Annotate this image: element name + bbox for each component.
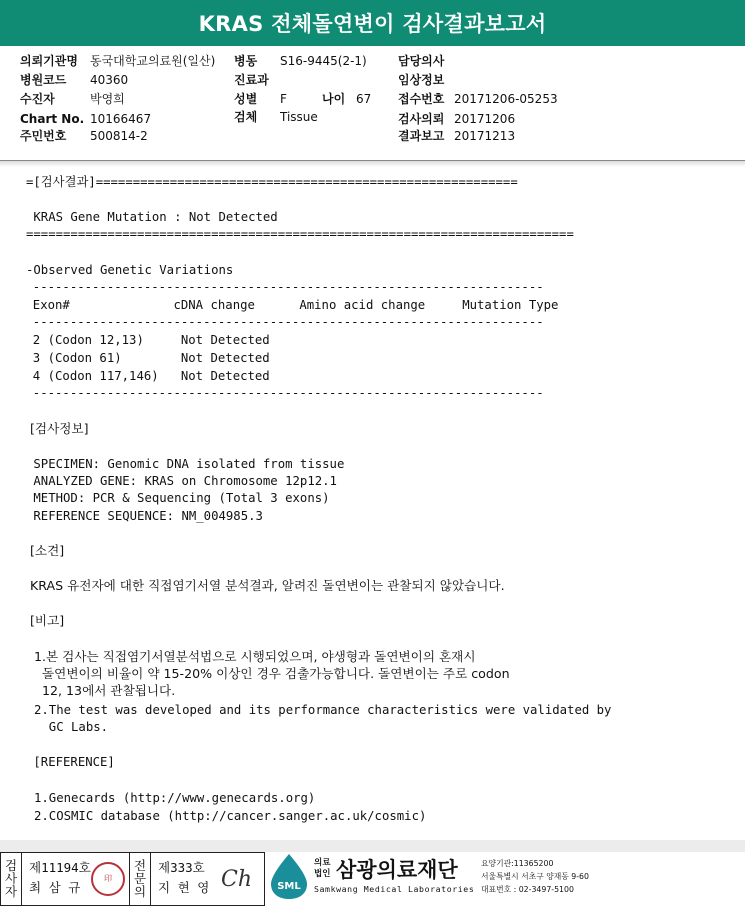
chart-number-label: Chart No. bbox=[20, 112, 85, 126]
tester-license: 제11194호 bbox=[29, 860, 91, 875]
tester-box bbox=[0, 852, 265, 906]
footer bbox=[0, 852, 745, 912]
report-title: KRAS 전체돌연변이 검사결과보고서 bbox=[0, 0, 745, 46]
sex-value: F bbox=[280, 92, 287, 106]
org-prefix-2: 법인 bbox=[314, 869, 331, 879]
reference-heading: [REFERENCE] bbox=[26, 755, 115, 769]
chart-number-value: 10166467 bbox=[90, 112, 152, 126]
org-prefix-1: 의료 bbox=[314, 858, 331, 868]
observed-variations-heading: -Observed Genetic Variations bbox=[26, 263, 234, 277]
tester-seal-icon: 印 bbox=[91, 862, 125, 896]
remark-1-line-2: 돌연변이의 비율이 약 15-20% 이상인 경우 검출가능합니다. 돌연변이는 주로 codon bbox=[34, 666, 510, 681]
institution-value: 동국대학교의료원(일산) bbox=[90, 54, 216, 68]
receipt-number-label: 접수번호 bbox=[398, 92, 445, 106]
specialist-license: 제333호 bbox=[158, 860, 205, 875]
request-date-label: 검사의뢰 bbox=[398, 112, 445, 126]
finding-text: KRAS 유전자에 대한 직접염기서열 분석결과, 알려진 돌연변이는 관찰되지 않았습니다. bbox=[26, 578, 505, 593]
doctor-label: 담당의사 bbox=[398, 54, 445, 68]
specialist-label: 전문의 bbox=[133, 858, 147, 899]
specialist-divider-right bbox=[150, 853, 151, 905]
test-info-heading: [검사정보] bbox=[26, 421, 89, 436]
specimen-label: 검체 bbox=[234, 110, 258, 124]
ward-label: 병동 bbox=[234, 54, 258, 68]
org-name: 삼광의료재단 bbox=[336, 858, 458, 882]
request-date-value: 20171206 bbox=[454, 112, 516, 126]
remark-1-line-1: 1.본 검사는 직접염기서열분석법으로 시행되었으며, 야생형과 돌연변이의 혼재시 bbox=[34, 649, 476, 664]
table-bottom-rule: --------------------------------------------------------------------- bbox=[18, 386, 544, 400]
age-value: 67 bbox=[356, 92, 372, 106]
age-label: 나이 bbox=[322, 92, 346, 106]
table-top-rule: --------------------------------------------------------------------- bbox=[18, 280, 544, 294]
resident-number-value: 500814-2 bbox=[90, 129, 148, 143]
patient-label: 수진자 bbox=[20, 92, 55, 106]
specimen-line: SPECIMEN: Genomic DNA isolated from tissue bbox=[26, 457, 345, 471]
resident-number-label: 주민번호 bbox=[20, 129, 67, 143]
table-header-rule: --------------------------------------------------------------------- bbox=[18, 315, 544, 329]
org-phone: 대표번호 : 02-3497-5100 bbox=[481, 885, 574, 894]
hospital-code-label: 병원코드 bbox=[20, 73, 67, 87]
org-code: 요양기관:11365200 bbox=[481, 859, 554, 868]
remark-2-line-2: GC Labs. bbox=[34, 720, 109, 734]
logo-text: SML bbox=[277, 881, 301, 892]
remark-2-line-1: 2.The test was developed and its performance characteristics were validated by bbox=[34, 703, 612, 717]
org-address: 서울특별시 서초구 양재동 9-60 bbox=[481, 872, 589, 881]
separator-line: ========================================================================== bbox=[26, 227, 574, 241]
clinical-info-label: 임상정보 bbox=[398, 73, 445, 87]
reference-item-1: 1.Genecards (http://www.genecards.org) bbox=[34, 791, 316, 805]
ward-value: S16-9445(2-1) bbox=[280, 54, 367, 68]
variation-row-exon2: 2 (Codon 12,13) Not Detected bbox=[18, 333, 270, 347]
tester-divider bbox=[21, 853, 22, 905]
tester-name: 최 삼 규 bbox=[29, 880, 81, 895]
variation-table-header: Exon# cDNA change Amino acid change Mutation Type bbox=[18, 298, 559, 312]
patient-value: 박영희 bbox=[90, 92, 125, 106]
variation-row-exon3: 3 (Codon 61) Not Detected bbox=[18, 351, 270, 365]
sml-logo-icon bbox=[267, 852, 311, 900]
specialist-name: 지 현 영 bbox=[158, 880, 210, 895]
reference-sequence-line: REFERENCE SEQUENCE: NM_004985.3 bbox=[26, 509, 263, 523]
tester-label: 검사자 bbox=[4, 858, 18, 899]
receipt-number-value: 20171206-05253 bbox=[454, 92, 558, 106]
header-shadow bbox=[0, 161, 745, 167]
sex-label: 성별 bbox=[234, 92, 258, 106]
result-section-heading: =[검사결과]========================================================= bbox=[26, 175, 518, 189]
institution-label: 의뢰기관명 bbox=[20, 54, 78, 68]
remark-1-line-3: 12, 13에서 관찰됩니다. bbox=[34, 683, 176, 698]
patient-header bbox=[0, 46, 745, 160]
specialist-divider-left bbox=[129, 853, 130, 905]
footer-band bbox=[0, 840, 745, 852]
result-date-value: 20171213 bbox=[454, 129, 516, 143]
specimen-value: Tissue bbox=[280, 110, 318, 124]
result-date-label: 결과보고 bbox=[398, 129, 445, 143]
reference-item-2: 2.COSMIC database (http://cancer.sanger.ac.uk/cosmic) bbox=[34, 809, 427, 823]
gene-mutation-summary: KRAS Gene Mutation : Not Detected bbox=[26, 210, 278, 224]
finding-heading: [소견] bbox=[26, 543, 65, 558]
org-english-name: Samkwang Medical Laboratories bbox=[314, 884, 475, 894]
remarks-heading: [비고] bbox=[26, 613, 65, 628]
hospital-code-value: 40360 bbox=[90, 73, 129, 87]
specialist-signature: Ch bbox=[221, 867, 253, 892]
variation-row-exon4: 4 (Codon 117,146) Not Detected bbox=[18, 369, 270, 383]
method-line: METHOD: PCR & Sequencing (Total 3 exons) bbox=[26, 491, 330, 505]
department-label: 진료과 bbox=[234, 73, 269, 87]
analyzed-gene-line: ANALYZED GENE: KRAS on Chromosome 12p12.1 bbox=[26, 474, 337, 488]
